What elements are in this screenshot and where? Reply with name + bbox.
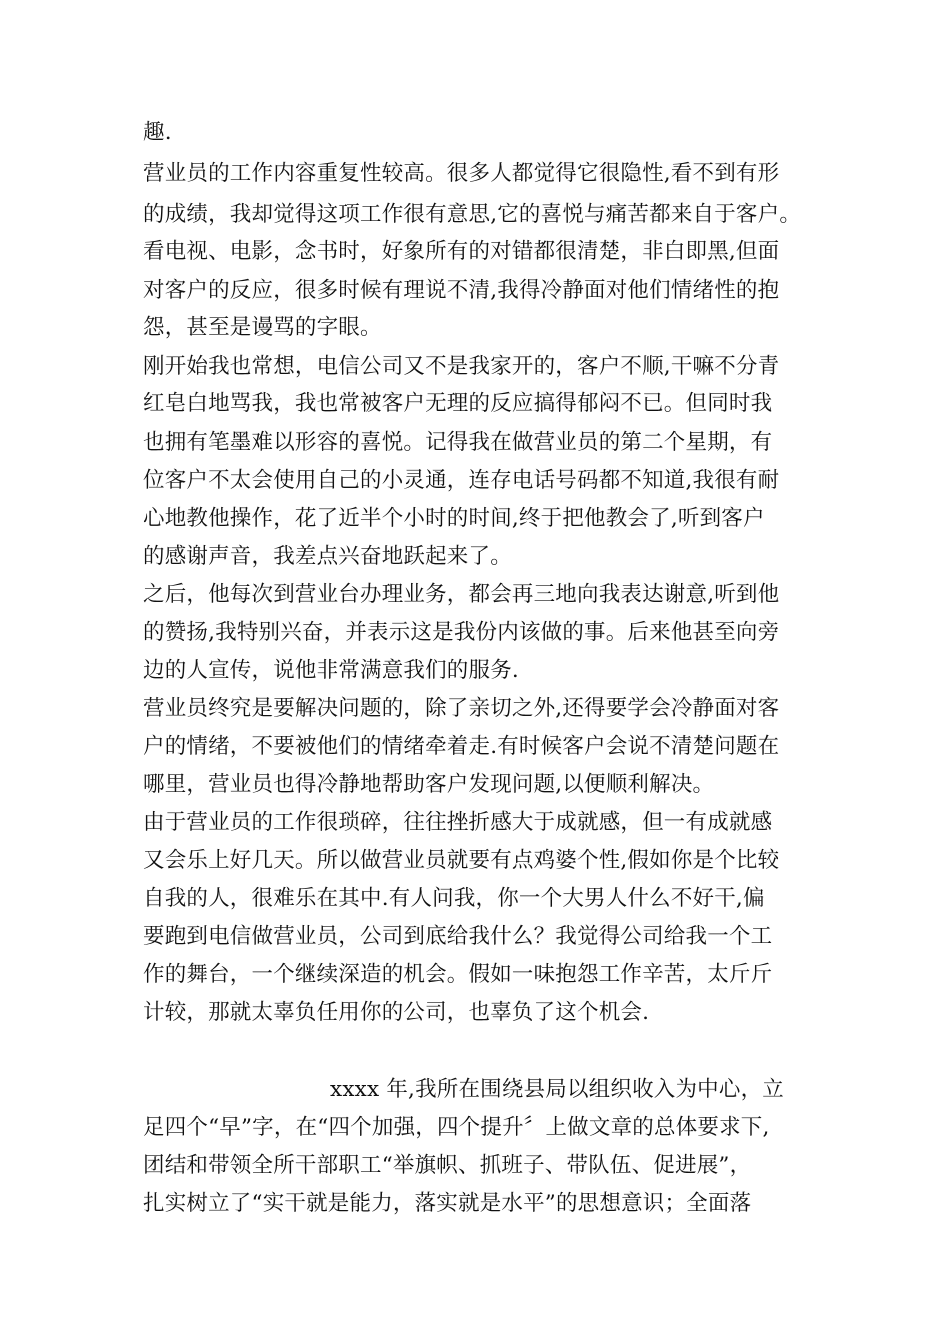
paragraph-line: 营业员终究是要解决问题的，除了亲切之外,还得要学会冷静面对客 <box>143 696 780 721</box>
second-section-first-line: xxxx 年,我所在围绕县局以组织收入为中心，立 <box>330 1077 784 1102</box>
paragraph-line: 由于营业员的工作很琐碎，往往挫折感大于成就感，但一有成就感 <box>143 810 773 835</box>
paragraph-line: 趣. <box>143 120 172 145</box>
paragraph-line: 要跑到电信做营业员，公司到底给我什么？我觉得公司给我一个工 <box>143 924 773 949</box>
second-section-line: 扎实树立了“实干就是能力，落实就是水平”的思想意识；全面落 <box>143 1191 752 1216</box>
paragraph-line: 作的舞台，一个继续深造的机会。假如一味抱怨工作辛苦，太斤斤 <box>143 962 773 987</box>
paragraph-line: 心地教他操作，花了近半个小时的时间,终于把他教会了,听到客户 <box>143 506 765 531</box>
second-section-line: 足四个“早”字，在“四个加强，四个提升〞上做文章的总体要求下, <box>143 1115 770 1140</box>
paragraph-line: 对客户的反应，很多时候有理说不清,我得冷静面对他们情绪性的抱 <box>143 278 780 303</box>
paragraph-line: 的感谢声音，我差点兴奋地跃起来了。 <box>143 544 512 569</box>
paragraph-line: 户的情绪，不要被他们的情绪牵着走.有时候客户会说不清楚问题在 <box>143 734 780 759</box>
second-section-line: 团结和带领全所干部职工“举旗帜、抓班子、带队伍、促进展”， <box>143 1153 752 1178</box>
paragraph-line: 之后，他每次到营业台办理业务，都会再三地向我表达谢意,听到他 <box>143 582 780 607</box>
paragraph-line: 也拥有笔墨难以形容的喜悦。记得我在做营业员的第二个星期，有 <box>143 430 773 455</box>
paragraph-line: 自我的人，很难乐在其中.有人问我，你一个大男人什么不好干,偏 <box>143 886 765 911</box>
paragraph-line: 营业员的工作内容重复性较高。很多人都觉得它很隐性,看不到有形 <box>143 161 780 186</box>
paragraph-line: 的赞扬,我特别兴奋，并表示这是我份内该做的事。后来他甚至向旁 <box>143 620 780 645</box>
paragraph-line: 看电视、电影，念书时，好象所有的对错都很清楚，非白即黑,但面 <box>143 239 780 264</box>
paragraph-line: 红皂白地骂我，我也常被客户无理的反应搞得郁闷不已。但同时我 <box>143 391 773 416</box>
paragraph-line: 怨，甚至是谩骂的字眼。 <box>143 315 382 340</box>
paragraph-line: 边的人宣传，说他非常满意我们的服务. <box>143 658 519 683</box>
paragraph-line: 计较，那就太辜负任用你的公司，也辜负了这个机会. <box>143 1000 650 1025</box>
paragraph-line: 的成绩，我却觉得这项工作很有意思,它的喜悦与痛苦都来自于客户。 <box>143 202 802 227</box>
paragraph-line: 刚开始我也常想，电信公司又不是我家开的，客户不顺,干嘛不分青 <box>143 354 780 379</box>
paragraph-line: 位客户不太会使用自己的小灵通，连存电话号码都不知道,我很有耐 <box>143 468 780 493</box>
paragraph-line: 哪里，营业员也得冷静地帮助客户发现问题,以便顺利解决。 <box>143 772 715 797</box>
paragraph-line: 又会乐上好几天。所以做营业员就要有点鸡婆个性,假如你是个比较 <box>143 848 780 873</box>
